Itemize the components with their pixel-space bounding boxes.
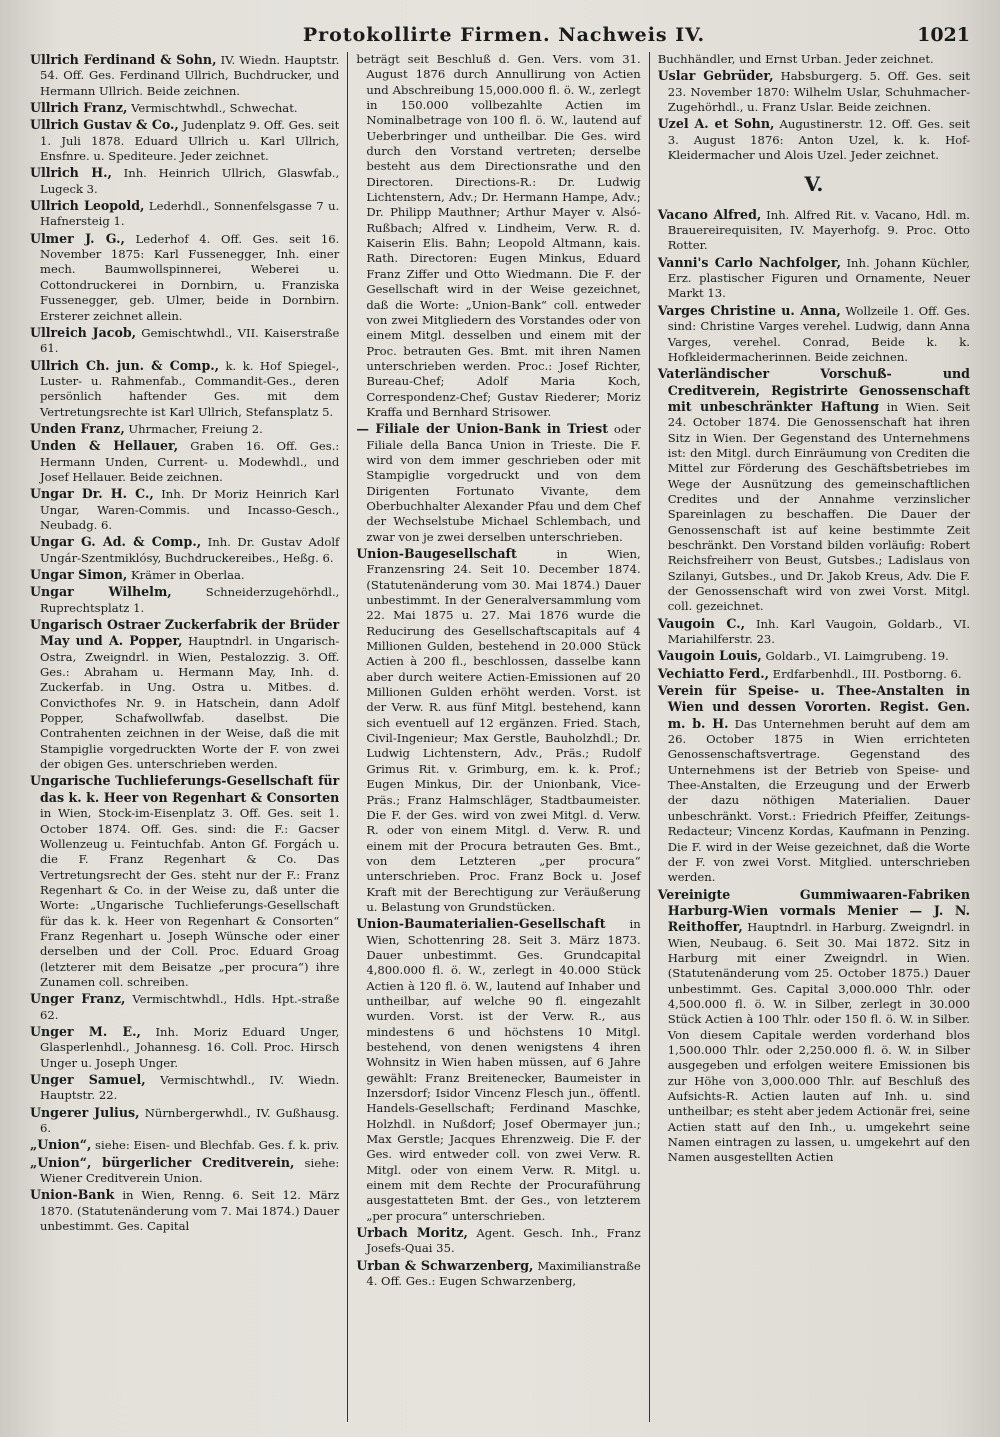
firm-name: Union-Bank: [30, 1187, 115, 1203]
firm-entry: [658, 255, 970, 302]
column-3-bottom: [658, 207, 970, 1166]
firm-entry: [658, 616, 970, 648]
firm-entry: [30, 486, 339, 533]
firm-name: Vaugoin C.,: [657, 615, 745, 631]
firm-name: Ungar Wilhelm,: [30, 584, 172, 600]
firm-entry: [30, 231, 339, 324]
firm-details: oder Filiale della Banca Union in Trieste. Die F. wird von dem immer geschrieben oder mit Stampiglie vorgedruckt und von dem Dirigenten Fortunato Vivante, dem Oberbuchhalter Alexander Pfau und dem Chef der Wechselstube Michael Schlembach, und zwar von je zwei derselben unterschrieben.: [366, 422, 641, 544]
firm-name: Unger M. E.,: [30, 1023, 141, 1039]
firm-entry: [30, 773, 339, 990]
firm-name: Ullreich Jacob,: [30, 324, 137, 340]
firm-name: Ullrich Leopold,: [30, 198, 145, 214]
firm-entry: [30, 438, 339, 485]
firm-entry: [30, 584, 339, 616]
firm-name: Ungarisch Ostraer Zuckerfabrik der Brüder May und A. Popper,: [30, 617, 340, 649]
firm-entry: [658, 366, 970, 615]
firm-name: Vereinigte Gummiwaaren-Fabriken Harburg-Wien vormals Menier — J. N. Reithoffer,: [657, 886, 970, 935]
firm-details: Inh. Karl Vaugoin, Goldarb., VI. Mariahilferstr. 23.: [667, 616, 971, 647]
firm-name: Ulmer J. G.,: [30, 230, 125, 246]
column-2: [347, 52, 648, 1422]
firm-details: Erdfarbenhdl., III. Postborng. 6.: [772, 666, 962, 681]
firm-name: Vechiatto Ferd.,: [657, 665, 769, 681]
firm-entry: [658, 116, 970, 163]
firm-details: siehe: Wiener Creditverein Union.: [40, 1155, 340, 1186]
firm-name: Vaterländischer Vorschuß- und Creditverein, Registrirte Genossenschaft mit unbeschränkter Haftung: [657, 366, 970, 414]
firm-name: Uslar Gebrüder,: [657, 68, 774, 84]
firm-details: Inh. Moriz Eduard Unger, Glasperlenhdl., Johannesg. 16. Coll. Proc. Hirsch Unger u. Joseph Unger.: [40, 1024, 340, 1070]
firm-details: Habsburgerg. 5. Off. Ges. seit 23. November 1870: Wilhelm Uslar, Schuhmacher-Zugehörhdl., u. Franz Uslar. Beide zeichnen.: [667, 69, 971, 115]
firm-entry: [30, 1155, 339, 1187]
firm-name: Vaugoin Louis,: [657, 648, 762, 664]
firm-entry: [30, 100, 339, 116]
firm-name: Ungar Simon,: [30, 567, 128, 582]
page-title: Protokollirte Firmen. Nachweis IV.: [302, 24, 706, 46]
firm-details: Lederhdl., Sonnenfelsgasse 7 u. Hafnersteig 1.: [40, 199, 340, 229]
firm-name: Ullrich Ferdinand & Sohn,: [30, 52, 217, 67]
firm-details: Goldarb., VI. Laimgrubeng. 19.: [765, 649, 949, 664]
firm-entry: [658, 666, 970, 682]
firm-details: Inh. Dr. Gustav Adolf Ungár-Szentmiklósy, Buchdruckereibes., Heßg. 6.: [40, 535, 340, 565]
firm-details: k. k. Hof Spiegel-, Luster- u. Rahmenfab., Commandit-Ges., deren persönlich haftender Ges. mit dem Vertretungsrechte ist Karl Ullrich, Stefansplatz 5.: [40, 358, 340, 419]
firm-entry: [658, 887, 970, 1166]
firm-entry: [30, 1137, 339, 1153]
firm-details: Judenplatz 9. Off. Ges. seit 1. Juli 1878. Eduard Ullrich u. Karl Ullrich, Ensfnre. u. Spediteure. Jeder zeichnet.: [40, 118, 340, 164]
firm-name: Unger Samuel,: [30, 1072, 146, 1087]
firm-entry: [30, 198, 339, 230]
firm-entry: [356, 1258, 640, 1290]
firm-entry: [30, 165, 339, 197]
firm-entry: [658, 648, 970, 664]
firm-name: Vacano Alfred,: [657, 206, 762, 222]
firm-details: Gemischtwhdl., VII. Kaiserstraße 61.: [40, 325, 340, 356]
firm-details: Augustinerstr. 12. Off. Ges. seit 3. August 1876: Anton Uzel, k. k. Hof-Kleidermacher und Alois Uzel. Jeder zeichnet.: [667, 117, 970, 163]
firm-details: Uhrmacher, Freiung 2.: [128, 421, 263, 436]
firm-name: „Union“, bürgerlicher Creditverein,: [30, 1154, 295, 1170]
firm-entry: [30, 567, 339, 583]
firm-details: Vermischtwhdl., Hdls. Hpt.-straße 62.: [40, 992, 340, 1022]
firm-entry: [30, 991, 339, 1023]
firm-entry: [356, 1225, 640, 1257]
firm-name: Unden Franz,: [30, 420, 125, 436]
firm-entry: [658, 303, 970, 365]
firm-entry: [30, 1105, 339, 1137]
firm-details: Nürnbergerwhdl., IV. Gußhausg. 6.: [40, 1105, 340, 1136]
firm-details: Buchhändler, und Ernst Urban. Jeder zeichnet.: [657, 52, 934, 66]
firm-entry: [30, 1187, 339, 1234]
firm-name: Ullrich Ch. jun. & Comp.,: [30, 357, 220, 373]
firm-details: Graben 16. Off. Ges.: Hermann Unden, Current- u. Modewhdl., und Josef Hellauer. Beide zeichnen.: [40, 439, 340, 484]
firm-details: in Wien, Renng. 6. Seit 12. März 1870. (Statutenänderung vom 7. Mai 1874.) Dauer unbestimmt. Ges. Capital: [40, 1188, 340, 1234]
firm-entry: [658, 68, 970, 115]
firm-name: Ullrich Gustav & Co.,: [30, 117, 179, 133]
firm-details: in Wien, Schottenring 28. Seit 3. März 1873. Dauer unbestimmt. Ges. Grundcapital 4,800.000 fl. ö. W., zerlegt in 40.000 Stück Actien à 120 fl. ö. W., lautend auf Inhaber und untheilbar, auf welche 90 fl. eingezahlt wurden. Vorst. ist der Verw. R., aus mindestens 6 und höchstens 10 Mitgl. bestehend, von denen wenigstens 4 ihren Wohnsitz in Wien haben müssen, auf 6 Jahre gewählt: Franz Breitenecker, Baumeister in Inzersdorf; Isidor Vincenz Flesch jun., öffentl. Handels-Gesellschaft; Ferdinand Maschke, Holzhdl. in Nußdorf; Josef Obermayer jun.; Max Gerstle; Jacques Ehrenzweig. Die F. der Ges. wird entweder coll. von zwei Verw. R. Mitgl. oder von einem Verw. R. Mitgl. u. einem mit dem Rechte der Procuraführung ausgestatteten Bmt. der Ges., von letzterem „per procura“ unterschrieben.: [366, 917, 641, 1223]
firm-details: beträgt seit Beschluß d. Gen. Vers. vom 31. August 1876 durch Annullirung von Actien und Abschreibung 15,000.000 fl. ö. W., zerlegt in 150.000 vollbezahlte Actien im Nominalbetrage von 100 fl. ö. W., lautend auf Ueberbringer und untheilbar. Die Ges. wird durch den Vorstand vertreten; derselbe besteht aus dem Directionsrathe und den Directoren. Directions-R.: Dr. Ludwig Lichtenstern, Adv.; Dr. Hermann Hampe, Adv.; Dr. Philipp Mauthner; Arthur Mayer v. Alsó-Rußbach; Alfred v. Lindheim, Verw. R. d. Kaiserin Elis. Bahn; Leopold Altmann, kais. Rath. Directoren: Eugen Minkus, Eduard Franz Ziffer und Otto Wiedmann. Die F. der Gesellschaft wird in der Weise gezeichnet, daß die Worte: „Union-Bank“ coll. entweder von zwei Mitgliedern des Vorstandes oder von einem Mitgl. desselben und einem mit der Proc. betrauten Ges. Bmt. mit ihren Namen unterschrieben werden. Proc.: Josef Richter, Bureau-Chef; Adolf Maria Koch, Correspondenz-Chef; Gustav Riederer; Moriz Kraffa und Bernhard Strisower.: [356, 52, 641, 419]
firm-name: „Union“,: [30, 1137, 92, 1153]
column-3-top: [658, 52, 970, 163]
firm-details: siehe: Eisen- und Blechfab. Ges. f. k. priv.: [95, 1138, 340, 1153]
firm-name: Union-Baugesellschaft: [356, 546, 517, 561]
firm-details: Maximilianstraße 4. Off. Ges.: Eugen Schwarzenberg,: [366, 1258, 641, 1289]
firm-details: Schneiderzugehörhdl., Ruprechtsplatz 1.: [40, 585, 340, 615]
firm-entry: [30, 358, 339, 420]
firm-details: Hauptndrl. in Harburg. Zweigndrl. in Wien, Neubaug. 6. Seit 30. Mai 1872. Sitz in Harburg mit einer Zweigndrl. in Wien. (Statutenänderung vom 25. October 1875.) Dauer unbestimmt. Ges. Capital 3,000.000 Thlr. oder 4,500.000 fl. ö. W. in Silber, zerlegt in 30.000 Stück Actien à 100 Thlr. oder 150 fl. ö. W. in Silber. Von diesem Capitale werden vorderhand blos 1,500.000 Thlr. oder 2,250.000 fl. ö. W. in Silber ausgegeben und erfolgen weitere Emissionen bis zur Höhe von 3,000.000 Thlr. auf Beschluß des Aufsichts-R. Actien lauten auf Inh. u. sind untheilbar; es steht aber jedem Actionär frei, seine Actien statt auf den Inh., u. umgekehrt seine Namen eintragen zu lassen, u. umgekehrt auf den Namen ausgestellten Actien: [667, 920, 970, 1165]
firm-details: Inh. Alfred Rit. v. Vacano, Hdl. m. Brauereirequisiten, IV. Mayerhofg. 9. Proc. Otto Rotter.: [667, 207, 970, 253]
column-3: [649, 52, 978, 1422]
column-1: [30, 52, 347, 1422]
firm-details: in Wien, Stock-im-Eisenplatz 3. Off. Ges. seit 1. October 1874. Off. Ges. sind: die F.: Gacser Wollenzeug u. Feintuchfab. Anton Gf. Forgách u. die F. Franz Regenhart & Co. Das Vertretungsrecht der Ges. steht nur der F.: Franz Regenhart & Co. in der Weise zu, daß unter die Worte: „Ungarische Tuchlieferungs-Gesellschaft für das k. k. Heer von Regenhart & Consorten“ Franz Regenhart u. Joseph Wünsche oder einer derselben und der Coll. Proc. Eduard Groag (letzterer mit dem Beisatze „per procura“) ihre Zunamen coll. schreiben.: [40, 806, 340, 989]
firm-name: Union-Baumaterialien-Gesellschaft: [356, 916, 606, 932]
firm-details: IV. Wiedn. Hauptstr. 54. Off. Ges. Ferdinand Ullrich, Buchdrucker, und Hermann Ullrich. Beide zeichnen.: [40, 53, 340, 98]
firm-entry: [30, 52, 339, 99]
firm-details: Agent. Gesch. Inh., Franz Josefs-Quai 35.: [366, 1226, 641, 1256]
firm-name: Uzel A. et Sohn,: [657, 116, 775, 132]
firm-details: in Wien, Franzensring 24. Seit 10. December 1874. (Statutenänderung vom 30. Mai 1874.) Dauer unbestimmt. In der Generalversammlung vom 22. Mai 1875 u. 27. Mai 1876 wurde die Reducirung des Gesellschaftscapitals auf 4 Millionen Gulden, bestehend in 20.000 Stück Actien à 200 fl., beschlossen, dasselbe kann aber durch weitere Actien-Emissionen auf 20 Millionen Gulden erhöht werden. Vorst. ist der Verw. R. aus fünf Mitgl. bestehend, kann sich eventuell auf 12 ergänzen. Fried. Stach, Civil-Ingenieur; Max Gerstle, Bauholzhdl.; Dr. Ludwig Lichtenstern, Adv., Präs.; Rudolf Grimus Rit. v. Grimburg, em. k. k. Prof.; Eugen Minkus, Dir. der Unionbank, Vice-Präs.; Franz Halmschläger, Stadtbaumeister. Die F. der Ges. wird von zwei Mitgl. d. Verw. R. oder von einem Mitgl. d. Verw. R. und einem mit der Procura betrauten Ges. Bmt., von dem Letzteren „per procura“ unterschrieben. Proc. Franz Bock u. Josef Kraft mit der Berechtigung zur Veräußerung u. Belastung von Grundstücken.: [366, 547, 641, 914]
firm-details: Inh. Johann Küchler, Erz. plastischer Figuren und Ornamente, Neuer Markt 13.: [667, 255, 970, 301]
firm-entry: [658, 207, 970, 254]
firm-name: Urban & Schwarzenberg,: [356, 1257, 534, 1273]
firm-name: Ungarische Tuchlieferungs-Gesellschaft für das k. k. Heer von Regenhart & Consorten: [30, 773, 340, 805]
firm-entry: [658, 683, 970, 885]
firm-details: Vermischtwhdl., Schwechat.: [131, 101, 298, 116]
page-number: 1021: [917, 24, 970, 46]
page-header: [30, 18, 978, 52]
firm-name: Ullrich Franz,: [30, 100, 128, 116]
firm-name: Vanni's Carlo Nachfolger,: [657, 254, 841, 270]
firm-details: Wollzeile 1. Off. Ges. sind: Christine Varges verehel. Ludwig, dann Anna Varges, verehel. Conrad, Beide k. k. Hofkleidermacherinnen. Beide zeichnen.: [667, 303, 970, 364]
firm-name: Ungar G. Ad. & Comp.,: [30, 534, 202, 550]
firm-name: Ungerer Julius,: [30, 1104, 140, 1120]
firm-name: Ungar Dr. H. C.,: [30, 486, 154, 502]
firm-entry: [30, 1072, 339, 1104]
firm-entry: [658, 52, 970, 67]
firm-details: Inh. Dr Moriz Heinrich Karl Ungar, Waren-Commis. und Incasso-Gesch., Neubadg. 6.: [40, 487, 340, 532]
firm-entry: [30, 117, 339, 164]
firm-entry: [30, 534, 339, 566]
firm-entry: [356, 546, 640, 915]
firm-entry: [356, 421, 640, 545]
firm-entry: [356, 52, 640, 420]
section-letter: V.: [804, 172, 824, 197]
text-columns: [30, 52, 978, 1422]
firm-name: Varges Christine u. Anna,: [657, 302, 841, 318]
firm-details: Vermischtwhdl., IV. Wiedn. Hauptstr. 22.: [40, 1073, 340, 1103]
firm-entry: [30, 421, 339, 437]
firm-details: Hauptndrl. in Ungarisch-Ostra, Zweigndrl. in Wien, Pestalozzig. 3. Off. Ges.: Abraham u. Hermann May, Inh. d. Zuckerfab. in Ung. Ostra u. Mitbes. d. Convicthofes Nr. 9. in Hatschein, dann Adolf Popper, Schafwollwfab. daselbst. Die Contrahenten zeichnen in der Weise, daß die mit Stampiglie vorgedruckten Worte der F. von zwei der obigen Ges. unterschrieben werden.: [40, 634, 340, 772]
firm-name: Unden & Hellauer,: [30, 438, 179, 454]
firm-name: Verein für Speise- u. Thee-Anstalten in Wien und dessen Vororten. Regist. Gen. m. b. H.: [657, 683, 970, 731]
firm-entry: [30, 325, 339, 357]
firm-details: Inh. Heinrich Ullrich, Glaswfab., Lugeck 3.: [40, 166, 340, 196]
firm-name: — Filiale der Union-Bank in Triest: [356, 421, 609, 437]
firm-name: Urbach Moritz,: [356, 1225, 468, 1241]
firm-details: Lederhof 4. Off. Ges. seit 16. November 1875: Karl Fussenegger, Inh. einer mech. Baumwollspinnerei, Weberei u. Cottondruckerei in Dornbirn, u. Franziska Fussenegger, geb. Ulmer, beide in Dornbirn. Ersterer zeichnet allein.: [40, 231, 340, 323]
firm-details: Das Unternehmen beruht auf dem am 26. October 1875 in Wien errichteten Genossenschaftsvertrage. Gegenstand des Unternehmens ist der Betrieb von Speise- und Thee-Anstalten, die Erzeugung und der Erwerb der dazu nöthigen Materialien. Dauer unbeschränkt. Vorst.: Friedrich Pfeiffer, Zeitungs-Redacteur; Vincenz Kordas, Kaufmann in Penzing. Die F. wird in der Weise gezeichnet, daß die Worte der F. von zwei Vorst. Mitglied. unterschrieben werden.: [667, 716, 970, 885]
firm-details: in Wien. Seit 24. October 1874. Die Genossenschaft hat ihren Sitz in Wien. Der Gegenstand des Unternehmens ist: den Mitgl. durch Einräumung von Crediten die Mittel zur Förderung des Geschäftsbetriebes im Wege der Ausnützung des gemeinschaftlichen Credites und der Annahme verzinslicher Spareinlagen zu beschaffen. Die Dauer der Genossenschaft ist auf keine bestimmte Zeit beschränkt. Den Vorstand bilden vorläufig: Robert Reichsfreiherr von Beust, Gutsbes.; Ladislaus von Szilanyi, Gutsbes., und Dr. Jakob Kreus, Adv. Die F. der Genossenschaft wird von zwei Vorst. Mitgl. coll. gezeichnet.: [667, 399, 971, 614]
firm-details: Krämer in Oberlaa.: [130, 568, 245, 582]
firm-entry: [356, 916, 640, 1224]
firm-entry: [30, 1024, 339, 1071]
firm-entry: [30, 617, 339, 772]
firm-name: Ullrich H.,: [30, 165, 112, 181]
firm-name: Unger Franz,: [30, 991, 126, 1007]
